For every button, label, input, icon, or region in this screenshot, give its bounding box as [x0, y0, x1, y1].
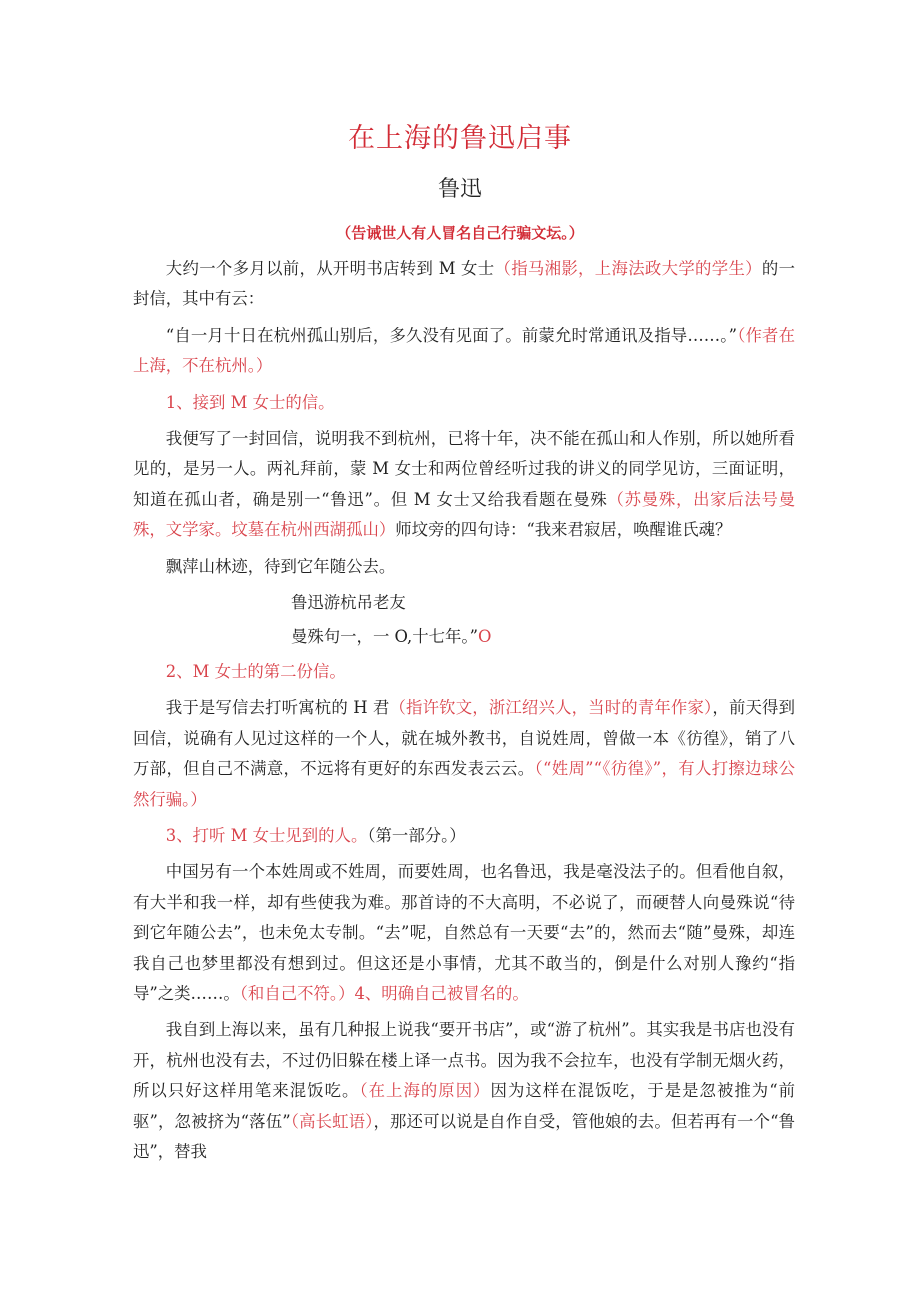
annotation-note: （作者在上海，不在杭州。） [133, 325, 795, 376]
paragraph-text: 我自到上海以来，虽有几种报上说我“要开书店”，或“游了杭州”。其实我是书店也没有开，杭州也没有去，不过仍旧躲在楼上译一点书。因为我不会拉车，也没有学制无烟火药，所以只好这样用笔来混饭吃。 [133, 1020, 795, 1101]
section-heading-1: 1、接到 M 女士的信。 [165, 392, 335, 412]
heading-suffix: （第一部分。） [367, 825, 466, 845]
poem-line-2 [133, 622, 795, 652]
annotation-note: （苏曼殊，出家后法号曼殊，文学家。坟墓在杭州西湖孤山） [133, 489, 795, 540]
annotation-note: （和自己不符。）4、明确自己被冒名的。 [239, 983, 529, 1003]
paragraph-text: 大约一个多月以前，从开明书店转到 M 女士 [165, 259, 495, 278]
paragraph-text: 师坟旁的四句诗：“我来君寂居，唤醒谁氏魂？ [395, 520, 732, 540]
paragraph-3 [133, 424, 795, 546]
paragraph-7 [133, 1015, 795, 1167]
poem-text: 曼殊句一，一 O,十七年。” [291, 627, 478, 647]
paragraph-5 [133, 693, 795, 815]
paragraph-text: 的一封信，其中有云： [133, 259, 796, 309]
paragraph-1 [133, 254, 795, 315]
document-body [133, 254, 795, 1173]
annotation-note: （“姓周”“《彷徨》”，有人打擦边球公然行骗。） [133, 759, 796, 809]
annotation-note: （高长虹语） [290, 1111, 374, 1131]
annotation-note: （指马湘影，上海法政大学的学生） [494, 259, 762, 278]
poem-mark: O [477, 627, 492, 647]
paragraph-text: “自一月十日在杭州孤山别后，多久没有见面了。前蒙允时常通讯及指导……。” [165, 325, 737, 345]
paragraph-4: 飘萍山林迹，待到它年随公去。 [165, 556, 396, 576]
paragraph-text: 中国另有一个本姓周或不姓周，而要姓周，也名鲁迅，我是毫没法子的。但看他自叙，有大半和我一样，却有些使我为难。那首诗的不大高明，不必说了，而硬替人向曼殊说“待到它年随公去”，也未免太专制。“去”呢，自然总有一天要“去”的，然而去“随”曼殊，却连我自己也梦里都没有想到过。但这还是小事情，尤其不敢当的，倒是什么对别人豫约“指导”之类……。 [133, 862, 795, 1003]
paragraph-text: 我便写了一封回信，说明我不到杭州，已将十年，决不能在孤山和人作别，所以她所看见的，是另一人。两礼拜前，蒙 M 女士和两位曾经听过我的讲义的同学见访，三面证明，知道在孤山者，确是别一“鲁迅”。但 M 女士又给我看题在曼殊 [133, 429, 795, 509]
annotation-note: （在上海的原因） [359, 1081, 491, 1101]
annotation-note: （指许钦文，浙江绍兴人，当时的青年作家） [389, 698, 713, 718]
document-title: 在上海的鲁迅启事 [348, 123, 572, 154]
section-heading-3 [133, 821, 795, 851]
poem-line-1: 鲁迅游杭吊老友 [291, 593, 406, 613]
paragraph-6 [133, 857, 795, 1009]
paragraph-text: 因为这样在混饭吃，于是是忽被推为“前驱”，忽被挤为“落伍” [133, 1081, 795, 1131]
paragraph-text: ，那还可以说是自作自受，管他娘的去。但若再有一个“鲁迅”，替我 [133, 1111, 795, 1161]
document-subtitle: （告诫世人有人冒名自己行骗文坛。） [336, 224, 584, 242]
heading-text: 3、打听 M 女士见到的人。 [165, 825, 368, 845]
paragraph-text: ，前天得到回信，说确有人见过这样的一个人，就在城外教书，自说姓周，曾做一本《彷徨》，销了八万部，但自己不满意，不远将有更好的东西发表云云。 [133, 698, 795, 779]
paragraph-2 [133, 321, 795, 382]
section-heading-2: 2、M 女士的第二份信。 [165, 661, 346, 681]
paragraph-text: 我于是写信去打听寓杭的 H 君 [165, 698, 390, 718]
document-author: 鲁迅 [437, 177, 482, 202]
